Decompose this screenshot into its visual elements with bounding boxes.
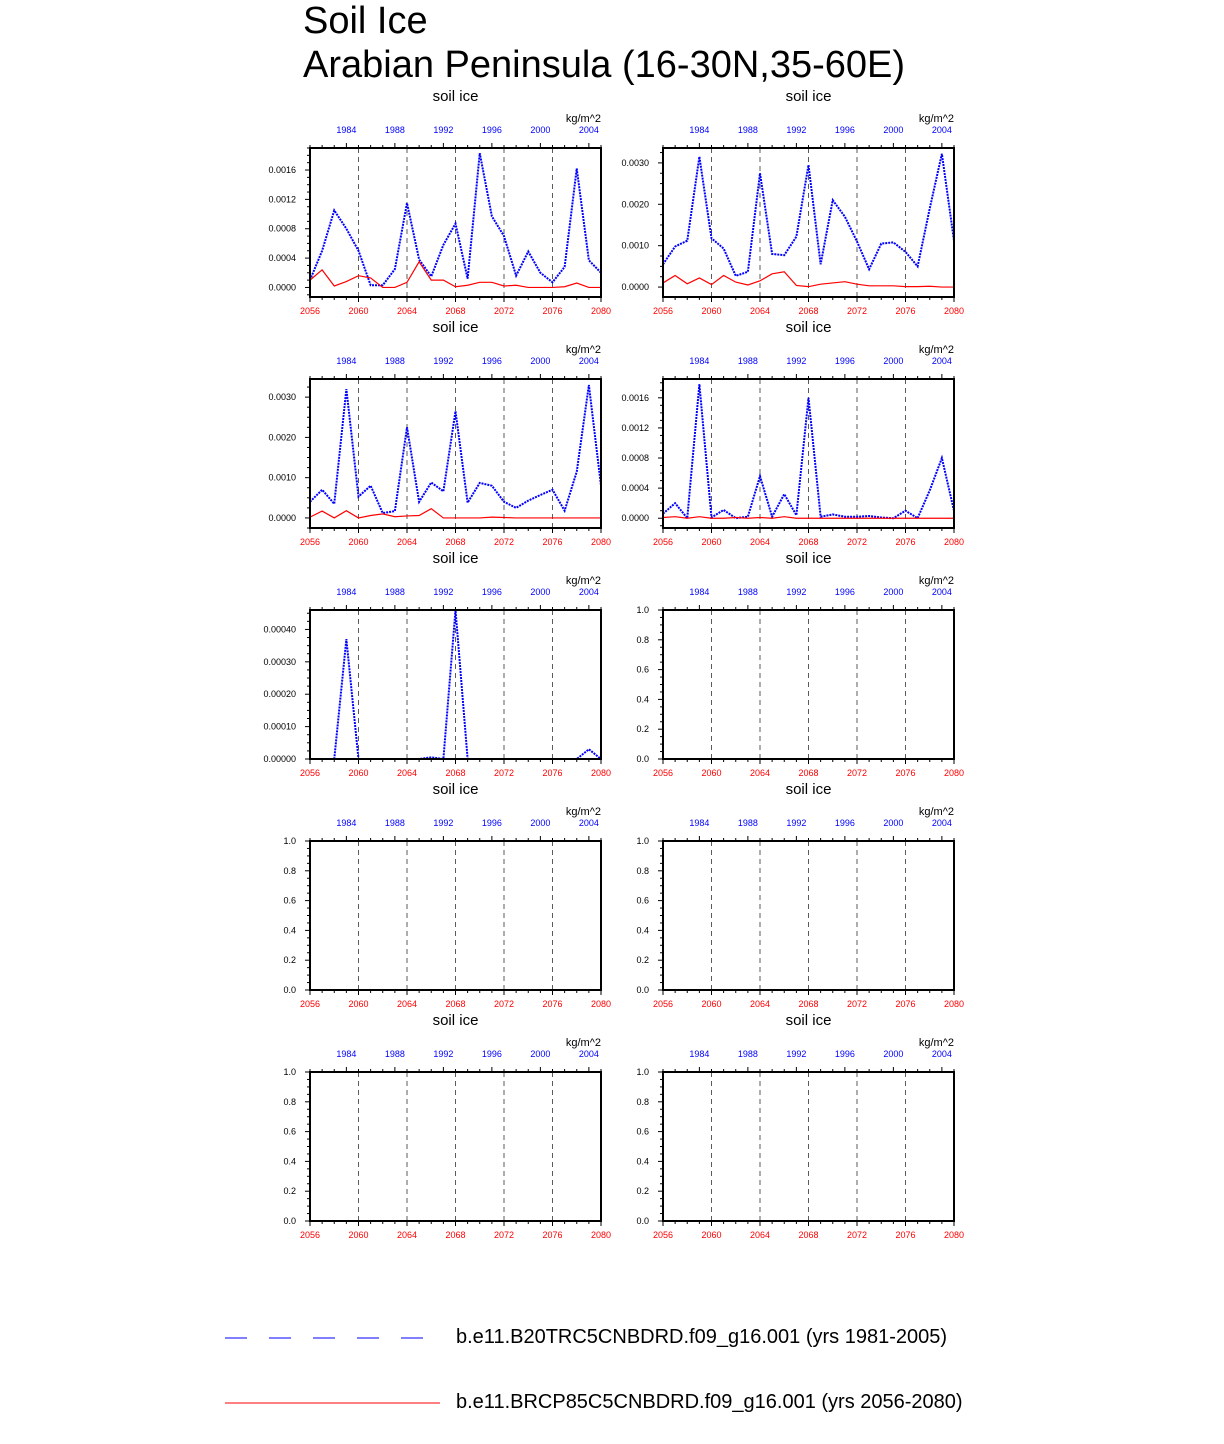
x-tick-label: 2056 [299,1230,321,1240]
top-x-tick-label: 1992 [433,1049,454,1059]
y-tick-label: 1.0 [636,1067,649,1077]
top-x-tick-label: 1992 [786,356,807,366]
top-x-tick-label: 2000 [883,356,904,366]
x-tick-label: 2068 [798,999,819,1009]
x-tick-label: 2056 [299,306,321,316]
y-tick-label: 0.8 [636,1096,649,1107]
x-tick-label: 2076 [895,306,916,316]
x-tick-label: 2080 [943,768,965,778]
top-x-tick-label: 1984 [689,818,710,828]
x-tick-label: 2068 [445,1230,466,1240]
units-label: kg/m^2 [918,806,954,818]
panel-7 [283,781,611,1009]
x-tick-label: 2068 [798,1230,819,1240]
y-tick-label: 0.6 [283,1126,296,1137]
y-tick-label: 0.2 [636,724,649,735]
x-tick-label: 2064 [396,999,418,1009]
x-tick-label: 2056 [299,537,321,547]
top-x-tick-label: 1984 [336,356,357,366]
x-tick-label: 2068 [445,537,466,547]
panel-title: soil ice [432,781,479,798]
top-x-tick-label: 2004 [578,125,599,135]
y-tick-label: 0.0010 [621,240,649,251]
x-tick-label: 2080 [943,999,965,1009]
x-tick-label: 2072 [493,999,515,1009]
y-tick-label: 0.8 [283,1096,296,1107]
y-tick-label: 0.0008 [268,223,296,234]
x-tick-label: 2076 [895,999,916,1009]
top-x-tick-label: 2004 [578,587,599,597]
y-tick-label: 0.2 [636,1186,649,1197]
x-tick-label: 2060 [348,306,369,316]
y-tick-label: 0.8 [636,865,649,876]
x-tick-label: 2064 [396,537,418,547]
panel-title: soil ice [785,781,832,798]
units-label: kg/m^2 [918,344,954,356]
panel-1 [268,88,611,316]
x-tick-label: 2072 [846,306,868,316]
top-x-tick-label: 1992 [433,356,454,366]
units-label: kg/m^2 [565,1037,601,1049]
top-x-tick-label: 1996 [481,125,502,135]
y-tick-label: 0.6 [283,895,296,906]
y-tick-label: 0.6 [636,1126,649,1137]
top-x-tick-label: 1984 [336,818,357,828]
x-tick-label: 2064 [749,768,771,778]
x-tick-label: 2060 [701,999,722,1009]
panel-2 [621,88,964,316]
x-tick-label: 2076 [895,768,916,778]
y-tick-label: 0.0004 [621,483,649,494]
legend-swatches [225,1330,445,1420]
x-tick-label: 2072 [493,537,515,547]
y-tick-label: 0.0016 [621,392,649,403]
x-tick-label: 2072 [846,999,868,1009]
y-tick-label: 0.0 [636,1216,649,1226]
top-x-tick-label: 2004 [931,1049,952,1059]
x-tick-label: 2076 [542,768,563,778]
top-x-tick-label: 2000 [530,1049,551,1059]
y-tick-label: 0.2 [283,955,296,966]
x-tick-label: 2080 [590,306,612,316]
x-tick-label: 2060 [348,537,369,547]
panel-5 [263,550,611,778]
x-tick-label: 2068 [445,999,466,1009]
x-tick-label: 2068 [445,306,466,316]
y-tick-label: 0.8 [636,634,649,645]
x-tick-label: 2080 [590,768,612,778]
y-tick-label: 0.2 [636,955,649,966]
top-x-tick-label: 2004 [931,818,952,828]
x-tick-label: 2056 [652,1230,674,1240]
x-tick-label: 2060 [701,768,722,778]
top-x-tick-label: 2004 [931,356,952,366]
y-tick-label: 0.0030 [621,157,649,168]
y-tick-label: 0.6 [636,895,649,906]
panel-title: soil ice [432,88,479,105]
panel-title: soil ice [432,1012,479,1029]
legend-future-label: b.e11.BRCP85C5CNBDRD.f09_g16.001 (yrs 2056-2080) [456,1391,963,1413]
y-tick-label: 0.4 [283,925,296,936]
y-tick-label: 0.0016 [268,165,296,176]
panel-title: soil ice [785,1012,832,1029]
top-x-tick-label: 1996 [834,587,855,597]
x-tick-label: 2056 [299,768,321,778]
y-tick-label: 0.6 [636,664,649,675]
top-x-tick-label: 1996 [834,356,855,366]
y-tick-label: 0.0020 [621,199,649,210]
x-tick-label: 2064 [749,1230,771,1240]
top-x-tick-label: 1988 [384,356,405,366]
y-tick-label: 1.0 [636,605,649,615]
top-x-tick-label: 1984 [689,587,710,597]
top-x-tick-label: 1984 [336,1049,357,1059]
top-x-tick-label: 1996 [481,1049,502,1059]
x-tick-label: 2064 [396,1230,418,1240]
panel-title: soil ice [785,319,832,336]
x-tick-label: 2064 [396,768,418,778]
x-tick-label: 2072 [493,1230,515,1240]
x-tick-label: 2056 [299,999,321,1009]
x-tick-label: 2072 [846,768,868,778]
x-tick-label: 2064 [749,537,771,547]
x-tick-label: 2080 [590,537,612,547]
y-tick-label: 0.00030 [263,656,296,667]
panel-title: soil ice [785,550,832,567]
y-tick-label: 0.00000 [263,754,296,764]
x-tick-label: 2060 [701,537,722,547]
units-label: kg/m^2 [918,113,954,125]
top-x-tick-label: 1984 [336,125,357,135]
units-label: kg/m^2 [565,806,601,818]
y-tick-label: 0.4 [636,1156,649,1167]
x-tick-label: 2076 [895,537,916,547]
x-tick-label: 2072 [493,306,515,316]
y-tick-label: 0.00020 [263,689,296,700]
y-tick-label: 0.4 [636,694,649,705]
top-x-tick-label: 1984 [689,1049,710,1059]
units-label: kg/m^2 [565,575,601,587]
x-tick-label: 2076 [542,999,563,1009]
top-x-tick-label: 1988 [737,125,758,135]
y-tick-label: 0.0030 [268,392,296,403]
y-tick-label: 0.00040 [263,624,296,635]
y-tick-label: 0.00010 [263,721,296,732]
x-tick-label: 2060 [348,999,369,1009]
y-tick-label: 1.0 [283,1067,296,1077]
top-x-tick-label: 1992 [433,125,454,135]
y-tick-label: 1.0 [636,836,649,846]
x-tick-label: 2076 [895,1230,916,1240]
top-x-tick-label: 1988 [384,818,405,828]
x-tick-label: 2060 [701,306,722,316]
x-tick-label: 2056 [652,999,674,1009]
y-tick-label: 0.0020 [268,432,296,443]
top-x-tick-label: 1996 [834,818,855,828]
y-tick-label: 0.0012 [268,194,296,205]
units-label: kg/m^2 [565,113,601,125]
y-tick-label: 0.0000 [268,282,296,293]
top-x-tick-label: 1992 [433,587,454,597]
x-tick-label: 2060 [348,768,369,778]
units-label: kg/m^2 [565,344,601,356]
y-tick-label: 0.0 [636,985,649,995]
units-label: kg/m^2 [918,575,954,587]
figure-subtitle: Arabian Peninsula (16-30N,35-60E) [303,44,906,86]
x-tick-label: 2080 [943,306,965,316]
x-tick-label: 2060 [701,1230,722,1240]
top-x-tick-label: 2004 [931,587,952,597]
top-x-tick-label: 2004 [578,818,599,828]
x-tick-label: 2056 [652,768,674,778]
top-x-tick-label: 2000 [883,125,904,135]
top-x-tick-label: 2004 [931,125,952,135]
top-x-tick-label: 1992 [786,587,807,597]
top-x-tick-label: 1992 [786,1049,807,1059]
y-tick-label: 1.0 [283,836,296,846]
top-x-tick-label: 1992 [786,818,807,828]
top-x-tick-label: 1996 [834,1049,855,1059]
top-x-tick-label: 1996 [481,818,502,828]
top-x-tick-label: 1988 [384,587,405,597]
top-x-tick-label: 1996 [834,125,855,135]
x-tick-label: 2076 [542,1230,563,1240]
panel-9 [283,1012,611,1240]
x-tick-label: 2080 [590,999,612,1009]
panel-6 [636,550,964,778]
x-tick-label: 2064 [749,306,771,316]
panel-8 [636,781,964,1009]
y-tick-label: 0.4 [283,1156,296,1167]
y-tick-label: 0.0000 [621,282,649,293]
top-x-tick-label: 2000 [530,587,551,597]
top-x-tick-label: 1988 [384,1049,405,1059]
figure-title: Soil Ice [303,0,428,42]
y-tick-label: 0.0000 [268,512,296,523]
x-tick-label: 2068 [445,768,466,778]
top-x-tick-label: 1984 [336,587,357,597]
top-x-tick-label: 2004 [578,356,599,366]
top-x-tick-label: 1984 [689,125,710,135]
x-tick-label: 2068 [798,537,819,547]
y-tick-label: 0.8 [283,865,296,876]
top-x-tick-label: 1988 [737,356,758,366]
top-x-tick-label: 1996 [481,356,502,366]
x-tick-label: 2072 [846,537,868,547]
top-x-tick-label: 2004 [578,1049,599,1059]
units-label: kg/m^2 [918,1037,954,1049]
top-x-tick-label: 2000 [530,125,551,135]
top-x-tick-label: 1992 [786,125,807,135]
top-x-tick-label: 1992 [433,818,454,828]
top-x-tick-label: 2000 [883,818,904,828]
panel-3 [268,319,611,547]
panel-4 [621,319,964,547]
y-tick-label: 0.0000 [621,513,649,524]
top-x-tick-label: 1988 [737,818,758,828]
top-x-tick-label: 1984 [689,356,710,366]
x-tick-label: 2072 [493,768,515,778]
x-tick-label: 2076 [542,306,563,316]
top-x-tick-label: 1988 [737,587,758,597]
y-tick-label: 0.4 [636,925,649,936]
x-tick-label: 2056 [652,537,674,547]
x-tick-label: 2080 [590,1230,612,1240]
x-tick-label: 2080 [943,537,965,547]
panel-title: soil ice [432,319,479,336]
y-tick-label: 0.2 [283,1186,296,1197]
x-tick-label: 2080 [943,1230,965,1240]
x-tick-label: 2076 [542,537,563,547]
x-tick-label: 2064 [396,306,418,316]
x-tick-label: 2072 [846,1230,868,1240]
x-tick-label: 2060 [348,1230,369,1240]
x-tick-label: 2064 [749,999,771,1009]
top-x-tick-label: 1996 [481,587,502,597]
historical-series-line [310,385,601,513]
top-x-tick-label: 2000 [530,818,551,828]
top-x-tick-label: 1988 [384,125,405,135]
x-tick-label: 2068 [798,768,819,778]
legend-historical-label: b.e11.B20TRC5CNBDRD.f09_g16.001 (yrs 1981-2005) [456,1326,948,1348]
top-x-tick-label: 2000 [883,587,904,597]
panel-10 [636,1012,964,1240]
y-tick-label: 0.0008 [621,453,649,464]
panel-title: soil ice [432,550,479,567]
y-tick-label: 0.0004 [268,253,296,264]
panel-title: soil ice [785,88,832,105]
x-tick-label: 2056 [652,306,674,316]
top-x-tick-label: 1988 [737,1049,758,1059]
top-x-tick-label: 2000 [530,356,551,366]
top-x-tick-label: 2000 [883,1049,904,1059]
y-tick-label: 0.0 [636,754,649,764]
y-tick-label: 0.0010 [268,472,296,483]
y-tick-label: 0.0 [283,1216,296,1226]
y-tick-label: 0.0012 [621,422,649,433]
y-tick-label: 0.0 [283,985,296,995]
x-tick-label: 2068 [798,306,819,316]
